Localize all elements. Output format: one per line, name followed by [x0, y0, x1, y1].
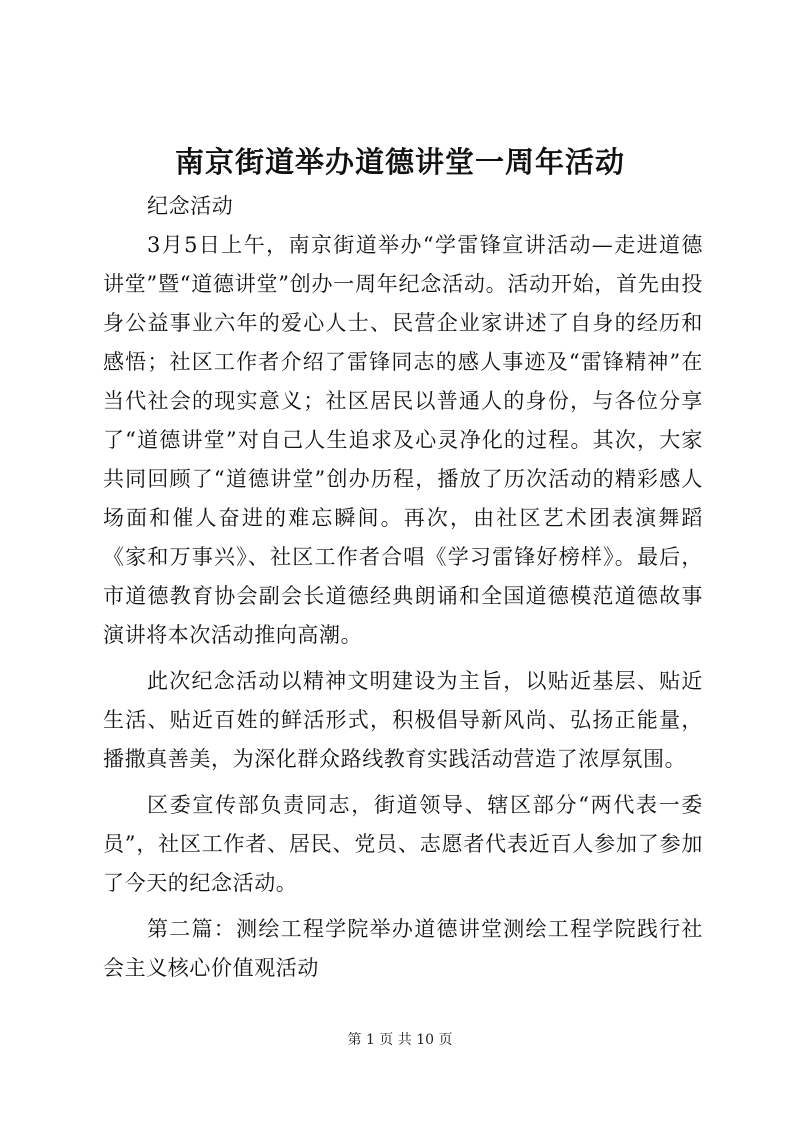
paragraph-attendees: 区委宣传部负责同志，街道领导、辖区部分“两代表一委员”，社区工作者、居民、党员、志愿者代表近百人参加了参加了今天的纪念活动。: [103, 793, 703, 895]
page-number-footer: 第 1 页 共 10 页: [347, 1032, 453, 1048]
paragraph-purpose: 此次纪念活动以精神文明建设为主旨，以贴近基层、贴近生活、贴近百姓的鲜活形式，积极倡导新风尚、弘扬正能量，播撒真善美，为深化群众路线教育实践活动营造了浓厚氛围。: [103, 669, 703, 771]
paragraph-subtitle: 纪念活动: [147, 194, 234, 218]
paragraph-event-description: 3月5日上午，南京街道举办“学雷锋宣讲活动—走进道德讲堂”暨“道德讲堂”创办一周年纪念活动。活动开始，首先由投身公益事业六年的爱心人士、民营企业家讲述了自身的经历和感悟；社区工作者介绍了雷锋同志的感人事迹及“雷锋精神”在当代社会的现实意义；社区居民以普通人的身份，与各位分享了“道德讲堂”对自己人生追求及心灵净化的过程。其次，大家共同回顾了“道德讲堂”创办历程，播放了历次活动的精彩感人场面和催人奋进的难忘瞬间。再次，由社区艺术团表演舞蹈《家和万事兴》、社区工作者合唱《学习雷锋好榜样》。最后，市道德教育协会副会长道德经典朗诵和全国道德模范道德故事演讲将本次活动推向高潮。: [103, 233, 703, 647]
paragraph-second-article-heading: 第二篇：测绘工程学院举办道德讲堂测绘工程学院践行社会主义核心价值观活动: [103, 917, 703, 980]
document-title: 南京街道举办道德讲堂一周年活动: [174, 145, 625, 179]
document-body: [103, 187, 703, 988]
